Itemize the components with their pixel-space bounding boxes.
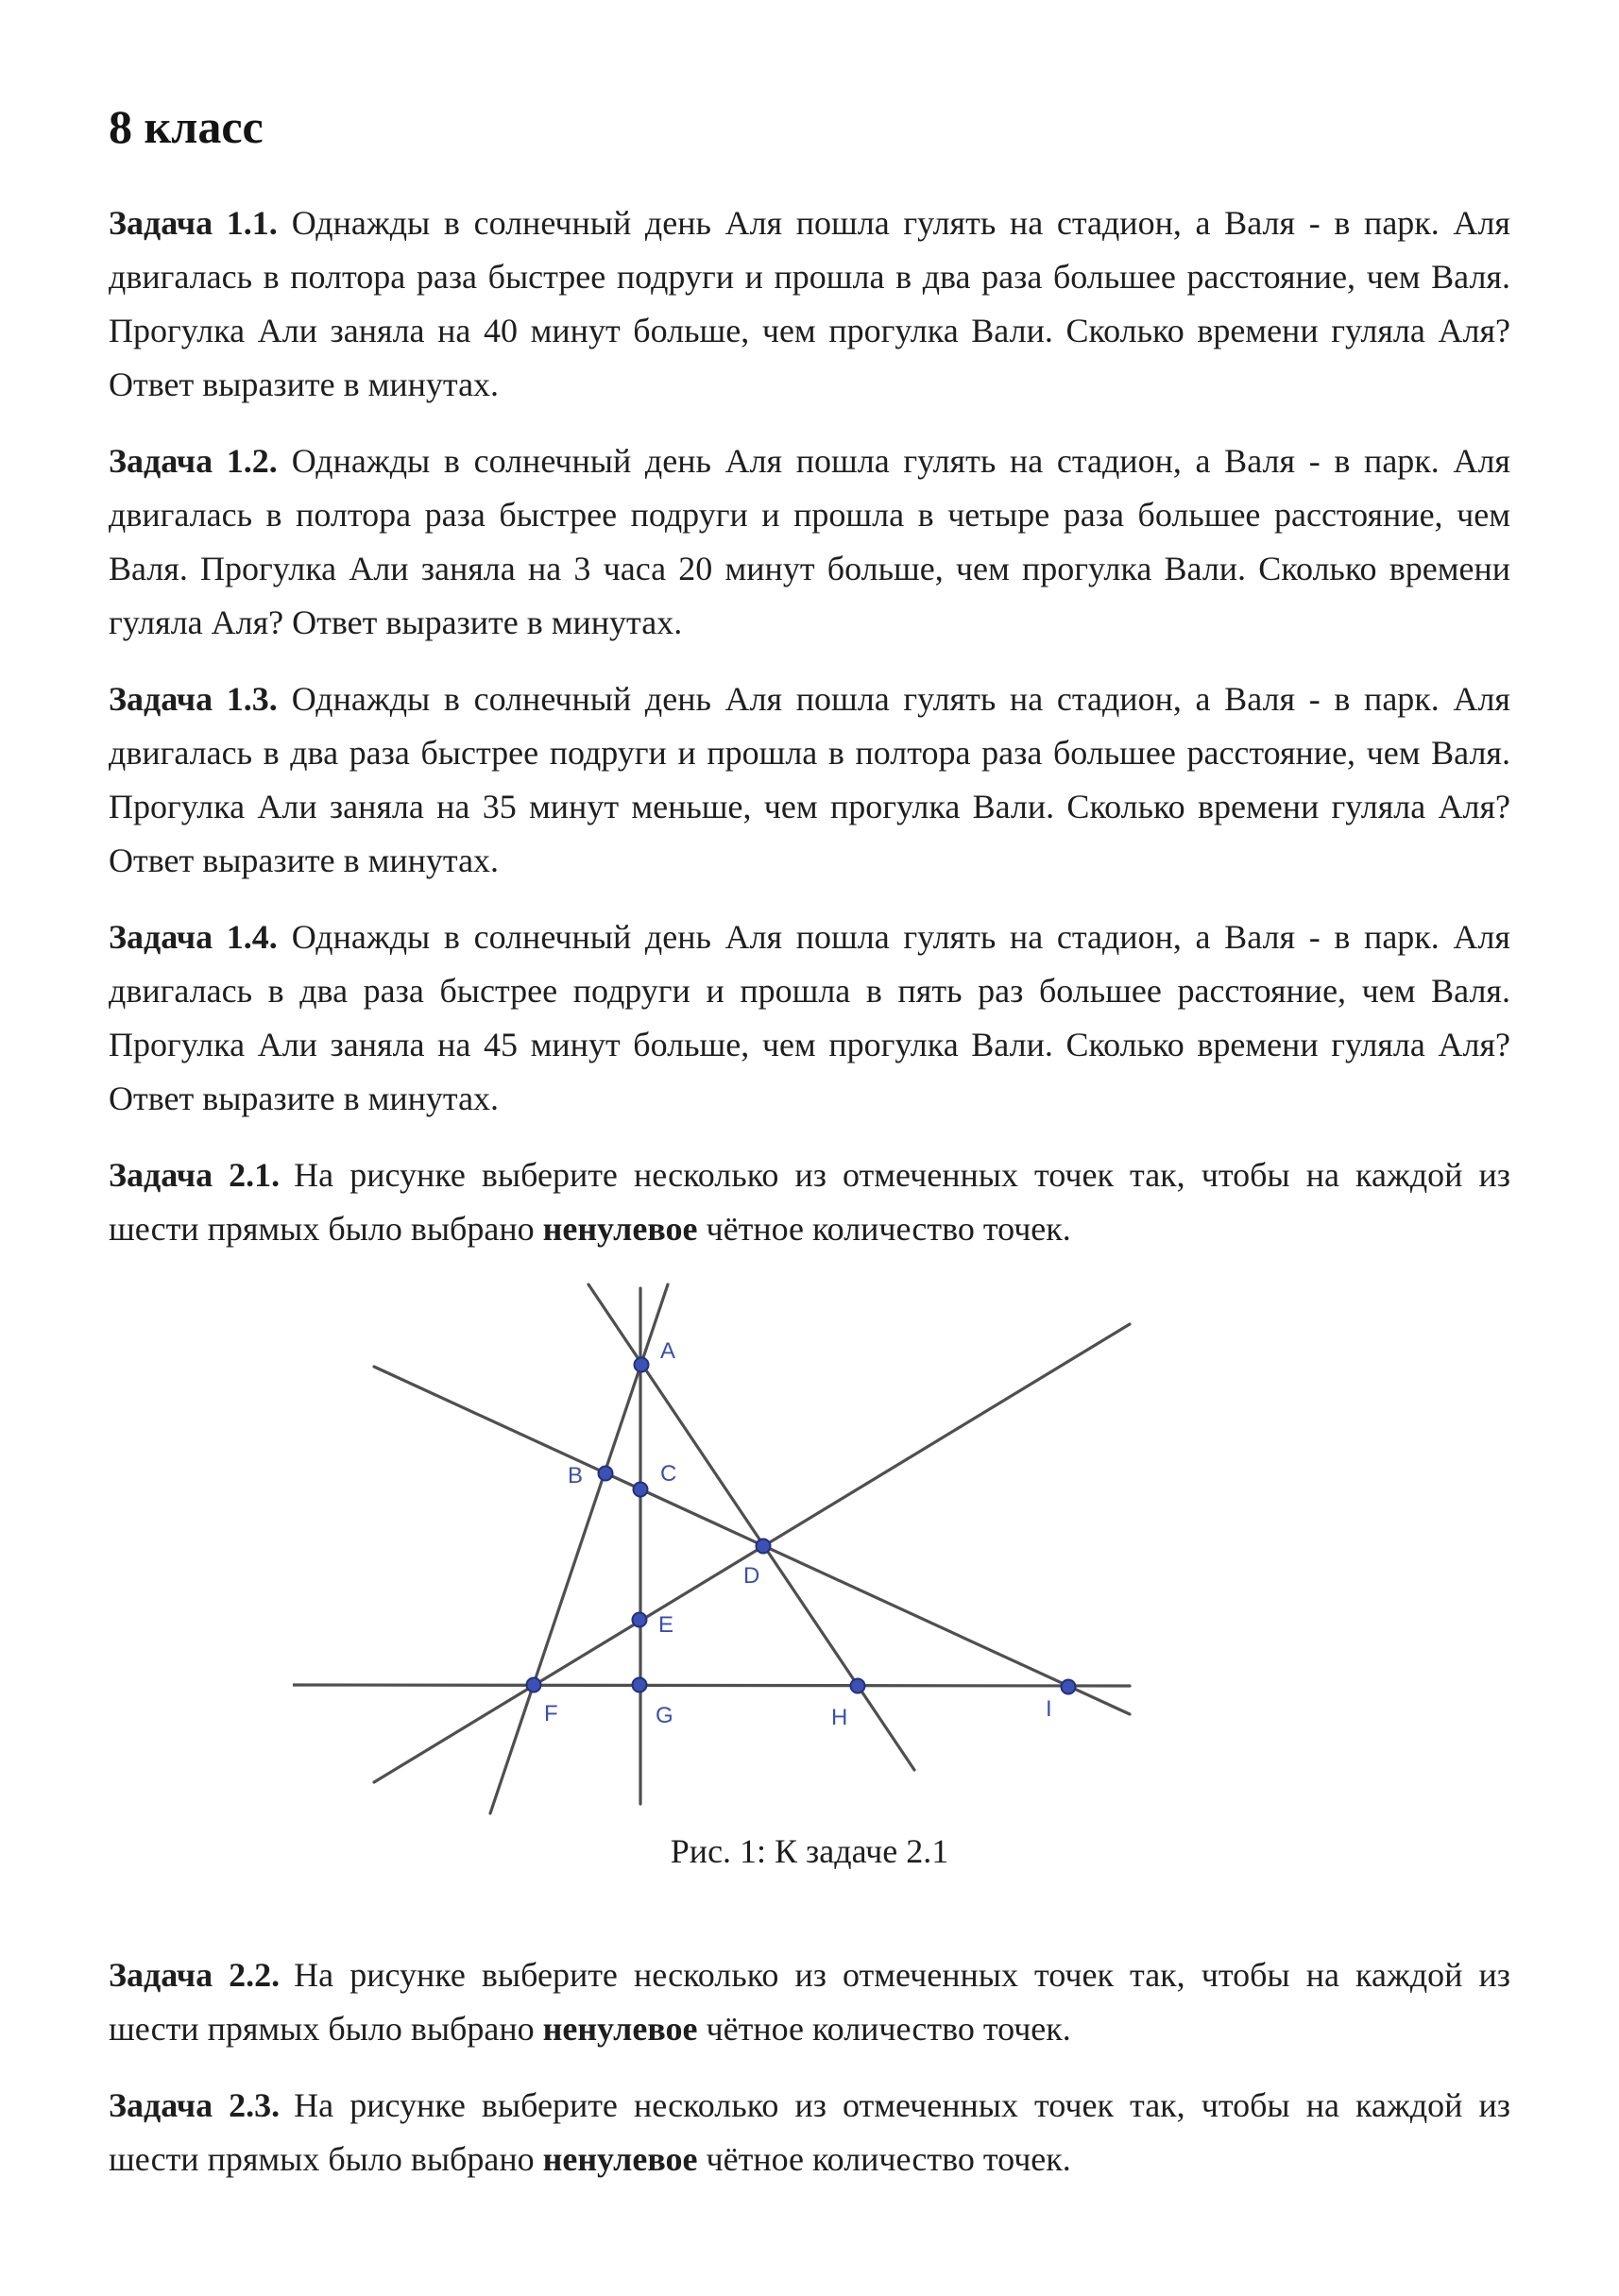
problem-1-1-label: Задача 1.1. [109,204,278,242]
problem-1-4 [109,910,1510,1126]
problem-2-3 [109,2079,1510,2186]
problem-1-1-text: Однажды в солнечный день Аля пошла гулять на стадион, а Валя - в парк. Аля двигалась в полтора раза быстрее подруги и прошла в два раза большее расстояние, чем Валя. Прогулка Али заняла на 40 минут больше, чем прогулка Вали. Сколько времени гуляла Аля? Ответ выразите в минутах. [109,204,1510,403]
figure-caption: Рис. 1: К задаче 2.1 [670,1832,949,1870]
point-E [633,1613,647,1627]
problem-2-2 [109,1948,1510,2056]
problem-1-2-text: Однажды в солнечный день Аля пошла гулять на стадион, а Валя - в парк. Аля двигалась в полтора раза быстрее подруги и прошла в четыре раза большее расстояние, чем Валя. Прогулка Али заняла на 3 часа 20 минут больше, чем прогулка Вали. Сколько времени гуляла Аля? Ответ выразите в минутах. [109,442,1510,641]
figure-line-FGHI [293,1685,1130,1686]
problem-2-1-text-2: чётное количество точек. [697,1210,1071,1248]
point-C [634,1483,648,1497]
point-label-B: B [568,1463,584,1488]
point-label-C: C [660,1461,677,1487]
point-label-G: G [656,1703,673,1728]
problem-1-3-label: Задача 1.3. [109,680,278,718]
geometry-figure [293,1279,1133,1819]
point-H [851,1679,865,1693]
point-I [1062,1680,1076,1694]
problem-1-4-label: Задача 1.4. [109,918,278,956]
point-label-F: F [544,1701,558,1726]
problem-2-2-label: Задача 2.2. [109,1956,281,1994]
problem-2-1-text: На рисунке выберите несколько из отмеченных точек так, чтобы на каждой из шести прямых было выбрано [109,1156,1510,1248]
problem-1-2-label: Задача 1.2. [109,442,278,480]
problem-2-3-label: Задача 2.3. [109,2086,281,2124]
point-label-H: H [831,1705,848,1730]
problem-2-3-text: На рисунке выберите несколько из отмеченных точек так, чтобы на каждой из шести прямых было выбрано [109,2086,1510,2178]
point-label-E: E [658,1612,674,1638]
point-F [527,1678,541,1692]
figure-line-BCDI [374,1367,1130,1714]
problem-2-1 [109,1148,1510,1256]
problem-2-1-bold: ненулевое [542,1210,698,1248]
problem-2-3-text-2: чётное количество точек. [697,2140,1071,2178]
figure-for-problem-2-1 [109,1279,1510,1879]
figure-line-FED [374,1324,1130,1782]
point-label-D: D [743,1563,760,1589]
figure-line-ADH [588,1284,914,1770]
problem-2-3-bold: ненулевое [542,2140,698,2178]
point-G [633,1678,647,1692]
point-D [757,1539,771,1554]
point-label-A: A [660,1338,676,1364]
problem-1-3 [109,672,1510,888]
problem-1-2 [109,434,1510,650]
problem-2-2-bold: ненулевое [542,2010,698,2048]
point-label-I: I [1046,1696,1052,1722]
problem-2-1-label: Задача 2.1. [109,1156,281,1194]
problem-1-4-text: Однажды в солнечный день Аля пошла гулять на стадион, а Валя - в парк. Аля двигалась в два раза быстрее подруги и прошла в пять раз большее расстояние, чем Валя. Прогулка Али заняла на 45 минут больше, чем прогулка Вали. Сколько времени гуляла Аля? Ответ выразите в минутах. [109,918,1510,1117]
problem-1-3-text: Однажды в солнечный день Аля пошла гулять на стадион, а Валя - в парк. Аля двигалась в два раза быстрее подруги и прошла в полтора раза большее расстояние, чем Валя. Прогулка Али заняла на 35 минут меньше, чем прогулка Вали. Сколько времени гуляла Аля? Ответ выразите в минутах. [109,680,1510,879]
page-title: 8 класс [109,100,264,153]
problem-2-2-text-2: чётное количество точек. [697,2010,1071,2048]
point-A [635,1358,649,1372]
problem-1-1 [109,196,1510,412]
problem-2-2-text: На рисунке выберите несколько из отмеченных точек так, чтобы на каждой из шести прямых было выбрано [109,1956,1510,2048]
point-B [599,1467,613,1481]
